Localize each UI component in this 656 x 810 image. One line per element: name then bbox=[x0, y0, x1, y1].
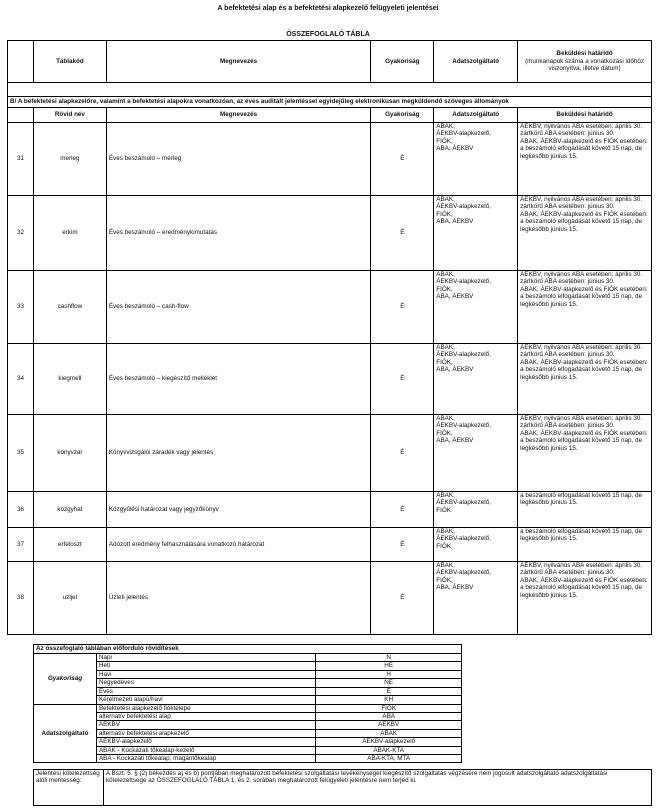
row-deadline: ÁEKBV, nyilvános ABA esetében: április 30. zártkörű ABA esetében: június 30. ABAK, ÁEKBV-alapkezelő és FIÓK esetében: a beszámoló elfogadását követő 15 nap, de legkésőbb június 15. bbox=[518, 415, 652, 492]
row-provider: ABAK, ÁEKBV-alapkezelő, FIÓK bbox=[434, 528, 518, 562]
header-gyakorisag: Gyakoriság bbox=[371, 41, 434, 83]
row-number: 37 bbox=[8, 528, 34, 562]
row-provider: ABAK, ÁEKBV-alapkezelő, FIÓK, ABA, ÁEKBV bbox=[434, 344, 518, 415]
abbreviation-description: Befektetési alapkezelő fióktelepe bbox=[96, 704, 315, 712]
header-tablakod: Táblakód bbox=[33, 41, 106, 83]
header-blank bbox=[8, 41, 34, 83]
abbreviation-description: Havi bbox=[96, 670, 315, 678]
row-deadline: ÁEKBV, nyilvános ABA esetében: április 30. zártkörű ABA esetében: június 30. ABAK, ÁEKBV-alapkezelő és FIÓK esetében: a beszámoló elfogadását követő 15 nap, de legkésőbb június 15. bbox=[518, 123, 652, 196]
report-row bbox=[8, 271, 652, 344]
abbreviation-description: Napi bbox=[96, 654, 315, 662]
row-provider: ABAK, ÁEKBV-alapkezelő, FIÓK, ABA, ÁEKBV bbox=[434, 196, 518, 271]
row-deadline: a beszámoló elfogadását követő 15 nap, de legkésőbb június 15. bbox=[518, 492, 652, 528]
abbreviation-code: É bbox=[316, 687, 462, 695]
section-b-header-row bbox=[8, 108, 652, 123]
report-row bbox=[8, 562, 652, 635]
abbreviation-code: N bbox=[316, 654, 462, 662]
section-header-blank bbox=[8, 108, 34, 123]
row-short-name: erfeloszt bbox=[33, 528, 106, 562]
abbreviation-code: ABA bbox=[316, 712, 462, 720]
abbreviation-group-gyakorisag: Gyakoriság bbox=[34, 654, 97, 705]
row-number: 33 bbox=[8, 271, 34, 344]
abbreviation-code: ABAK-KTA bbox=[316, 746, 462, 754]
row-deadline: ÁEKBV, nyilvános ABA esetében: április 30. zártkörű ABA esetében: június 30. ABAK, ÁEKBV-alapkezelő és FIÓK esetében: a beszámoló elfogadását követő 15 nap, de legkésőbb június 15. bbox=[518, 271, 652, 344]
row-description: Könyvvizsgálói záradék vagy jelentés bbox=[106, 415, 370, 492]
row-short-name: konyvzar bbox=[33, 415, 106, 492]
section-header-adatszolgaltato: Adatszolgáltató bbox=[434, 108, 518, 123]
row-short-name: kiegmell bbox=[33, 344, 106, 415]
row-number: 34 bbox=[8, 344, 34, 415]
row-number: 36 bbox=[8, 492, 34, 528]
row-deadline: a beszámoló elfogadását követő 15 nap, de legkésőbb június 15. bbox=[518, 528, 652, 562]
section-header-megnevezes: Megnevezés bbox=[106, 108, 370, 123]
abbreviation-row bbox=[34, 670, 462, 678]
row-description: Éves beszámoló – eredménykimutatás bbox=[106, 196, 370, 271]
report-row bbox=[8, 123, 652, 196]
abbreviation-row bbox=[34, 755, 462, 763]
abbreviation-row bbox=[34, 687, 462, 695]
row-description: Éves beszámoló – mérleg bbox=[106, 123, 370, 196]
abbreviation-row bbox=[34, 704, 462, 712]
row-number: 31 bbox=[8, 123, 34, 196]
abbreviation-code: NÉ bbox=[316, 679, 462, 687]
row-frequency: É bbox=[371, 492, 434, 528]
row-short-name: merleg bbox=[33, 123, 106, 196]
section-header-rovid-nev: Rövid név bbox=[33, 108, 106, 123]
abbreviations-title: Az összefoglaló táblában előforduló rövidítések bbox=[34, 645, 462, 654]
abbreviation-row bbox=[34, 729, 462, 737]
header-bekuldesi-label: Beküldési határidő bbox=[556, 50, 613, 58]
abbreviation-description: Éves bbox=[96, 687, 315, 695]
abbreviation-description: alternatív befektetési alapkezelő bbox=[96, 729, 315, 737]
header-adatszolgaltato: Adatszolgáltató bbox=[434, 41, 518, 83]
abbreviations-body bbox=[34, 654, 462, 763]
abbreviation-code: H bbox=[316, 670, 462, 678]
row-description: Éves beszámoló – kiegészítő melléklet bbox=[106, 344, 370, 415]
row-frequency: É bbox=[371, 415, 434, 492]
abbreviation-row bbox=[34, 662, 462, 670]
abbreviation-row bbox=[34, 738, 462, 746]
row-short-name: kozgyhat bbox=[33, 492, 106, 528]
row-deadline: ÁEKBV, nyilvános ABA esetében: április 30. zártkörű ABA esetében: június 30. ABAK, ÁEKBV-alapkezelő és FIÓK esetében: a beszámoló elfogadását követő 15 nap, de legkésőbb június 15. bbox=[518, 196, 652, 271]
abbreviation-row bbox=[34, 654, 462, 662]
row-number: 35 bbox=[8, 415, 34, 492]
abbreviation-description: alternatív befektetési alap bbox=[96, 712, 315, 720]
row-short-name: cashflow bbox=[33, 271, 106, 344]
summary-table bbox=[7, 40, 652, 635]
row-provider: ABAK, ÁEKBV-alapkezelő, FIÓK, ABA, ÁEKBV bbox=[434, 271, 518, 344]
row-number: 38 bbox=[8, 562, 34, 635]
summary-header-row bbox=[8, 41, 652, 83]
row-frequency: É bbox=[371, 528, 434, 562]
report-rows bbox=[8, 123, 652, 635]
abbreviation-group-adatszolgaltato: Adatszolgáltató bbox=[34, 704, 97, 763]
abbreviation-row bbox=[34, 679, 462, 687]
section-b-title: B/ A befektetési alapkezelőre, valamint a befektetési alapokra vonatkozóan, az éves auditált jelentéssel egyidejűleg elektronikusan megküldendő szöveges állományok bbox=[8, 97, 652, 108]
report-row bbox=[8, 196, 652, 271]
abbreviation-code: HE bbox=[316, 662, 462, 670]
abbreviation-code: FIÓK bbox=[316, 704, 462, 712]
header-bekuldesi-hatarido bbox=[518, 41, 652, 83]
exemption-label: Jelentési kötelezettség alóli mentesség: bbox=[34, 770, 104, 806]
abbreviation-description: ABAK - Kockázati tőkealap-kezelő bbox=[96, 746, 315, 754]
spacer-row bbox=[8, 83, 652, 97]
row-frequency: É bbox=[371, 196, 434, 271]
report-row bbox=[8, 492, 652, 528]
section-header-gyakorisag: Gyakoriság bbox=[371, 108, 434, 123]
abbreviation-description: Heti bbox=[96, 662, 315, 670]
abbreviation-description: Negyedéves bbox=[96, 679, 315, 687]
abbreviation-code: ABAK bbox=[316, 729, 462, 737]
abbreviation-code: ÁEKBV-alapkezelő bbox=[316, 738, 462, 746]
abbreviation-description: ABA - Kockázati tőkealap, magántőkealap bbox=[96, 755, 315, 763]
row-provider: ABAK, ÁEKBV-alapkezelő, FIÓK, ABA, ÁEKBV bbox=[434, 123, 518, 196]
row-frequency: É bbox=[371, 344, 434, 415]
row-description: Éves beszámoló – cash-flow bbox=[106, 271, 370, 344]
report-row bbox=[8, 528, 652, 562]
report-row bbox=[8, 415, 652, 492]
document-title: A befektetési alap és a befektetési alapkezelő felügyeleti jelentései bbox=[217, 5, 439, 12]
abbreviation-code: ABA-KTA, MTA bbox=[316, 755, 462, 763]
abbreviation-code: ÁEKBV bbox=[316, 721, 462, 729]
abbreviations-table bbox=[33, 644, 462, 763]
row-short-name: uzljel bbox=[33, 562, 106, 635]
row-deadline: ÁEKBV, nyilvános ABA esetében: április 30. zártkörű ABA esetében: június 30. ABAK, ÁEKBV-alapkezelő és FIÓK esetében: a beszámoló elfogadását követő 15 nap, de legkésőbb június 15. bbox=[518, 562, 652, 635]
row-deadline: ÁEKBV, nyilvános ABA esetében: április 30. zártkörű ABA esetében: június 30. ABAK, ÁEKBV-alapkezelő és FIÓK esetében: a beszámoló elfogadását követő 15 nap, de legkésőbb június 15. bbox=[518, 344, 652, 415]
abbreviation-row bbox=[34, 712, 462, 720]
row-frequency: É bbox=[371, 123, 434, 196]
row-description: Üzleti jelentés bbox=[106, 562, 370, 635]
row-description: Közgyűlési határozat vagy jegyzőkönyv bbox=[106, 492, 370, 528]
row-frequency: É bbox=[371, 562, 434, 635]
section-header-bekuldesi: Beküldési határidő bbox=[518, 108, 652, 123]
abbreviation-description: ÁEKBV-alapkezelő bbox=[96, 738, 315, 746]
summary-title: ÖSSZEFOGLALÓ TÁBLA bbox=[286, 31, 370, 38]
abbreviation-code: KH bbox=[316, 696, 462, 704]
section-b-row bbox=[8, 97, 652, 108]
row-number: 32 bbox=[8, 196, 34, 271]
abbreviation-row bbox=[34, 746, 462, 754]
row-provider: ABAK, ÁEKBV-alapkezelő, FIÓK, ABA, ÁEKBV bbox=[434, 562, 518, 635]
abbreviation-row bbox=[34, 696, 462, 704]
header-megnevezes: Megnevezés bbox=[106, 41, 370, 83]
abbreviation-description: Kérelmezeti alapú/havi bbox=[96, 696, 315, 704]
exemption-text: A Bszt. 5. § (2) bekezdés a) és b) pontjában meghatározott befektetési szolgáltatási tevékenységet kiegészítő szolgáltatás végzésére nem jogosult adatszolgáltató adatszolgáltatási kötelezettsége az ÖSSZEFOGLALÓ TÁBLA 1. és 2. sorában meghatározott felügyeleti jelentésre nem terjed ki. bbox=[103, 770, 651, 806]
row-description: Adózott eredmény felhasználására vonatkozó határozat bbox=[106, 528, 370, 562]
abbreviation-row bbox=[34, 721, 462, 729]
header-bekuldesi-note: (munkanapok száma a vonatkozási időhöz viszonyítva, illetve dátum) bbox=[525, 57, 645, 73]
exemption-table bbox=[33, 769, 652, 806]
abbreviation-description: ÁEKBV bbox=[96, 721, 315, 729]
row-short-name: erkim bbox=[33, 196, 106, 271]
report-row bbox=[8, 344, 652, 415]
row-provider: ABAK, ÁEKBV-alapkezelő, FIÓK, ABA, ÁEKBV bbox=[434, 415, 518, 492]
row-provider: ABAK, ÁEKBV-alapkezelő, FIÓK bbox=[434, 492, 518, 528]
row-frequency: É bbox=[371, 271, 434, 344]
